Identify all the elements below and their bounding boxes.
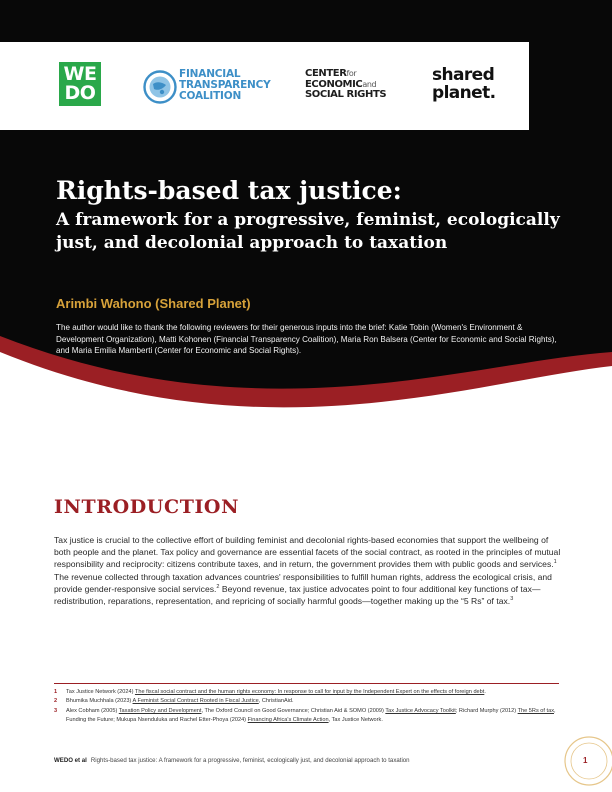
footnote-text xyxy=(66,707,564,726)
footnote-citation-tail: , ChristianAid. xyxy=(258,698,294,705)
footnote-number: 1 xyxy=(54,689,58,695)
wedo-logo-line2: DO xyxy=(64,82,96,104)
footnote-citation-part: , Funding the Future; Mukupa Nsenduluka and Rachel Etter-Phoya (2024) xyxy=(66,707,556,724)
footnote-link[interactable]: A Feminist Social Contract Rooted in Fiscal Justice xyxy=(132,698,259,705)
acknowledgement-text: The author would like to thank the following reviewers for their generous inputs into the brief: Katie Tobin (Women's Environment & Development Organization), Matti Kohonen (Financial Transparency Coalition), Maria Ron Balsera (Center for Economic and Social Rights), and Maria Emilia Mamberti (Center for Economic and Social Rights). xyxy=(56,323,557,355)
corner-ring-ornament xyxy=(548,728,612,792)
logo-bar xyxy=(0,42,529,130)
shared-planet-logo: shared planet. xyxy=(432,65,496,103)
cesr-logo-economic: ECONOMIC xyxy=(305,78,363,90)
wedo-logo xyxy=(59,62,101,106)
financial-transparency-coalition-logo xyxy=(143,66,273,106)
footnote-citation-part: ; Richard Murphy (2012) xyxy=(455,707,518,714)
author-line: Arimbi Wahono (Shared Planet) xyxy=(56,296,251,311)
ftc-logo-text: FINANCIAL TRANSPARENCY COALITION xyxy=(179,68,271,102)
page-number: 1 xyxy=(583,756,588,765)
intro-sentence-3: Beyond revenue, tax justice advocates point to four additional key functions of tax—redistribution, reparations, representation, and repricing of socially harmful goods—together making up the “5 Rs” of tax. xyxy=(54,583,541,607)
cesr-logo-for: for xyxy=(346,69,357,78)
footnote-text xyxy=(66,697,564,706)
page-subtitle: A framework for a progressive, feminist, ecologically just, and decolonial approach to taxation xyxy=(56,210,560,253)
page-title: Rights-based tax justice: xyxy=(56,176,402,205)
footnote-ref-1[interactable]: 1 xyxy=(553,559,557,566)
footnote-link[interactable]: The fiscal social contract and the human rights economy: In response to call for input by the Independent Expert on the effects of foreign debt xyxy=(134,689,485,695)
introduction-paragraph xyxy=(54,534,566,607)
footnote-link[interactable]: Tax Justice Advocacy Toolkit xyxy=(385,707,456,714)
footnote-citation-tail: , Tax Justice Network. xyxy=(328,717,383,724)
intro-sentence-1: Tax justice is crucial to the collective effort of building feminist and decolonial rights-based economies that support the wellbeing of both people and the planet. Tax policy and governance are essential facets of the social contract, as rooted in the principles of mutual responsibility and reciprocity: citizens contribute taxes, and in return, the government provides them with public goods and services. xyxy=(54,535,561,570)
footnote-citation: Bhumika Muchhala (2023) xyxy=(66,698,133,705)
footnote-citation: Alex Cobham (2005) xyxy=(66,707,119,714)
footnote-text xyxy=(66,688,564,697)
footnotes xyxy=(54,688,564,726)
footnote-item xyxy=(54,688,564,697)
footnote-citation-tail: . xyxy=(484,689,486,695)
intro-sentence-2: The revenue collected through taxation advances countries' responsibilities to fulfill human rights, address the ecological crisis, and provide gender-responsive social services. xyxy=(54,571,552,594)
page-footer xyxy=(54,757,524,764)
footnote-item xyxy=(54,697,564,706)
cesr-logo-social-rights: SOCIAL RIGHTS xyxy=(305,89,387,100)
wedo-logo-line1: WE xyxy=(63,63,97,85)
footnote-ref-2[interactable]: 2 xyxy=(216,583,220,590)
footnote-item xyxy=(54,707,564,726)
footnote-link[interactable]: Financing Africa's Climate Action xyxy=(247,717,329,724)
footer-running-title: Rights-based tax justice: A framework for a progressive, feminist, ecologically just, and decolonial approach to taxation xyxy=(90,757,410,764)
footnote-citation-part: , The Oxford Council on Good Governance; Christian Aid & SOMO (2009) xyxy=(201,707,386,714)
footnote-link[interactable]: Taxation Policy and Development xyxy=(118,707,202,714)
introduction-heading: INTRODUCTION xyxy=(54,496,240,518)
footnote-link[interactable]: The 5Rs of tax xyxy=(517,707,554,714)
footnote-ref-3[interactable]: 3 xyxy=(510,596,514,603)
footnote-number: 2 xyxy=(54,698,58,705)
footnote-divider xyxy=(54,683,559,684)
footer-brand: WEDO et al xyxy=(54,757,87,764)
globe-ring-icon xyxy=(143,70,177,104)
footnote-citation: Tax Justice Network (2024) xyxy=(66,689,135,695)
footnote-number: 3 xyxy=(54,707,58,714)
cesr-logo-and: and xyxy=(362,79,377,89)
cesr-logo-center: CENTER xyxy=(305,68,347,79)
cesr-logo xyxy=(305,69,405,101)
